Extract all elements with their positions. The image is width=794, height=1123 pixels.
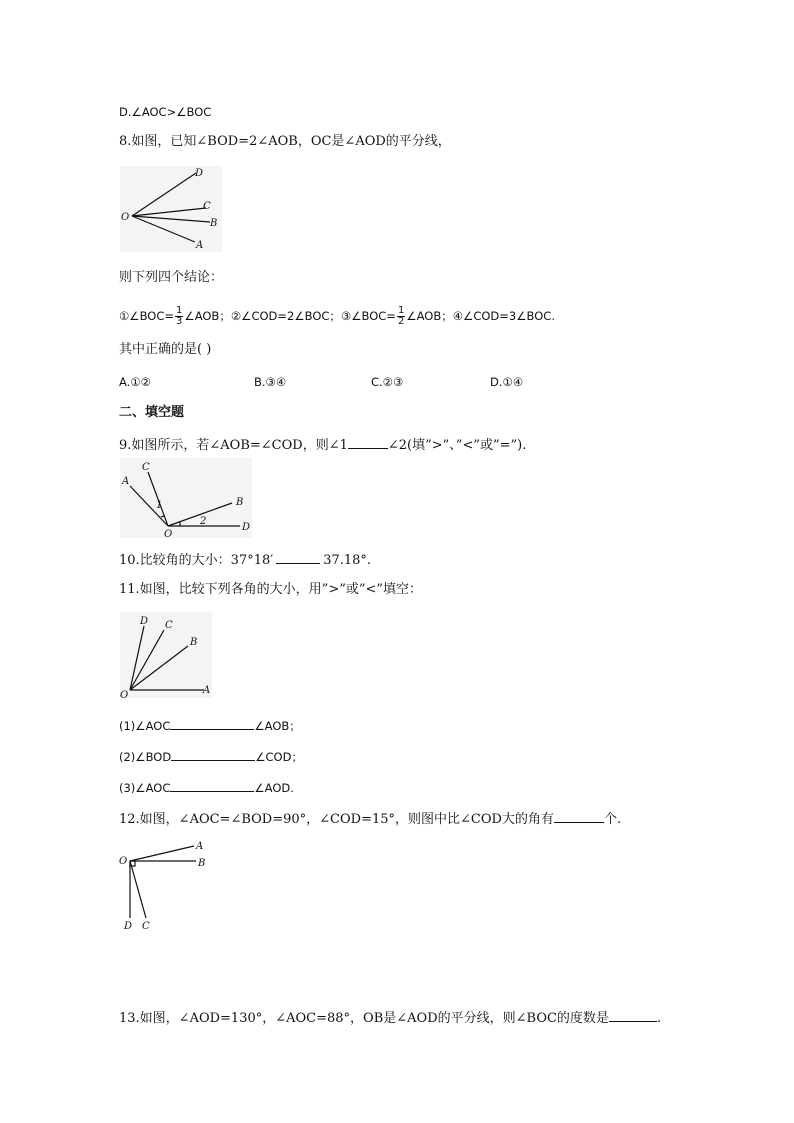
- q8-lead: 则下列四个结论：: [119, 270, 224, 285]
- label-c: C: [142, 921, 150, 932]
- ray-oc: [130, 630, 164, 690]
- label-b: B: [190, 637, 198, 648]
- q11-item-1-blank: [170, 717, 254, 730]
- label-d: D: [140, 616, 149, 627]
- q8-figure: [120, 166, 222, 252]
- label-d: D: [242, 522, 251, 533]
- q9-angle-diagram: [120, 458, 252, 538]
- q11-item-2-blank: [171, 748, 255, 761]
- label-c: C: [203, 201, 211, 212]
- q13-stem-pre: 13.如图，∠AOD=130°，∠AOC=88°，OB是∠AOD的平分线，则∠BOC的度数是: [119, 1011, 609, 1026]
- q13-answer-blank: [609, 1009, 657, 1022]
- q10-stem-pre: 10.比较角的大小：37°18′: [119, 553, 274, 568]
- q12-stem-post: 个.: [603, 812, 622, 827]
- q8-fraction-2-num: 1: [397, 305, 405, 316]
- q11-item-2: [119, 748, 303, 765]
- q13-stem: [119, 1009, 661, 1027]
- q8-fraction-2-den: 2: [397, 316, 405, 327]
- q8-fraction-1-den: 3: [176, 316, 183, 327]
- q11-item-2-pre: (2)∠BOD: [119, 750, 172, 764]
- q9-stem-post: ∠2(填”>”、”<”或”=”).: [387, 438, 527, 453]
- q9-stem-pre: 9.如图所示，若∠AOB=∠COD，则∠1: [119, 438, 348, 453]
- section-title: 二、填空题: [119, 405, 185, 420]
- q8-fraction-2: [397, 306, 405, 327]
- q12-answer-blank: [554, 810, 604, 823]
- q11-item-3-pre: (3)∠AOC: [119, 781, 171, 795]
- label-o: O: [119, 856, 128, 867]
- q11-item-3-blank: [170, 779, 254, 792]
- label-c: C: [142, 462, 150, 473]
- q8-conclusions: [119, 306, 555, 327]
- label-a: A: [196, 240, 204, 251]
- q12-figure: [118, 838, 208, 934]
- q13-stem-post: .: [656, 1011, 662, 1026]
- q8-c3-post: ∠AOB；④∠COD=3∠BOC.: [406, 309, 555, 323]
- label-a: A: [122, 476, 130, 487]
- q8-question: 其中正确的是( ): [119, 342, 212, 357]
- q8-c1-post: ∠AOB；②∠COD=2∠BOC；③∠BOC=: [184, 309, 396, 323]
- q11-item-1-post: ∠AOB；: [254, 719, 301, 733]
- q12-angle-diagram: [118, 838, 208, 934]
- label-o: O: [120, 690, 129, 698]
- q11-item-1: [119, 717, 301, 734]
- q8-fraction-1: [175, 306, 183, 327]
- q8-fraction-1-num: 1: [176, 305, 183, 316]
- q8-option-b: B.③④: [254, 375, 287, 389]
- label-d: D: [195, 168, 204, 179]
- label-b: B: [210, 218, 218, 229]
- label-o: O: [121, 212, 130, 223]
- q8-c1-pre: ①∠BOC=: [119, 309, 175, 323]
- ray-oc: [130, 861, 146, 918]
- q11-item-1-pre: (1)∠AOC: [119, 719, 171, 733]
- label-d: D: [124, 921, 133, 932]
- label-a: A: [203, 685, 211, 696]
- q8-option-a: A.①②: [119, 375, 151, 389]
- ray-oc: [148, 472, 168, 526]
- q11-item-3: [119, 779, 294, 796]
- q11-angle-diagram: [120, 612, 212, 698]
- q11-item-2-post: ∠COD；: [255, 750, 303, 764]
- q10-answer-blank: [276, 551, 320, 564]
- q8-angle-diagram: [120, 166, 222, 252]
- q11-stem: 11.如图，比较下列各角的大小，用”>”或”<”填空：: [119, 582, 423, 597]
- label-c: C: [165, 620, 173, 631]
- q7-option-d: D.∠AOC>∠BOC: [119, 105, 212, 119]
- q10-stem: [119, 551, 371, 569]
- ray-oa: [130, 846, 194, 861]
- q8-option-c: C.②③: [371, 375, 404, 389]
- q12-stem: [119, 810, 621, 828]
- q9-stem: [119, 436, 526, 454]
- label-a: A: [196, 841, 204, 852]
- q12-stem-pre: 12.如图，∠AOC=∠BOD=90°，∠COD=15°，则图中比∠COD大的角有: [119, 812, 554, 827]
- q9-figure: [120, 458, 252, 538]
- q8-stem: 8.如图，已知∠BOD=2∠AOB，OC是∠AOD的平分线，: [119, 134, 451, 149]
- label-o: O: [164, 529, 173, 538]
- q11-figure: [120, 612, 212, 698]
- q9-answer-blank: [348, 436, 388, 449]
- q8-option-d: D.①④: [490, 375, 524, 389]
- label-angle-2: 2: [200, 516, 207, 527]
- q10-stem-post: 37.18°.: [323, 553, 372, 568]
- label-b: B: [236, 497, 244, 508]
- label-b: B: [198, 858, 206, 869]
- q11-item-3-post: ∠AOD.: [254, 781, 294, 795]
- label-angle-1: 1: [156, 500, 163, 511]
